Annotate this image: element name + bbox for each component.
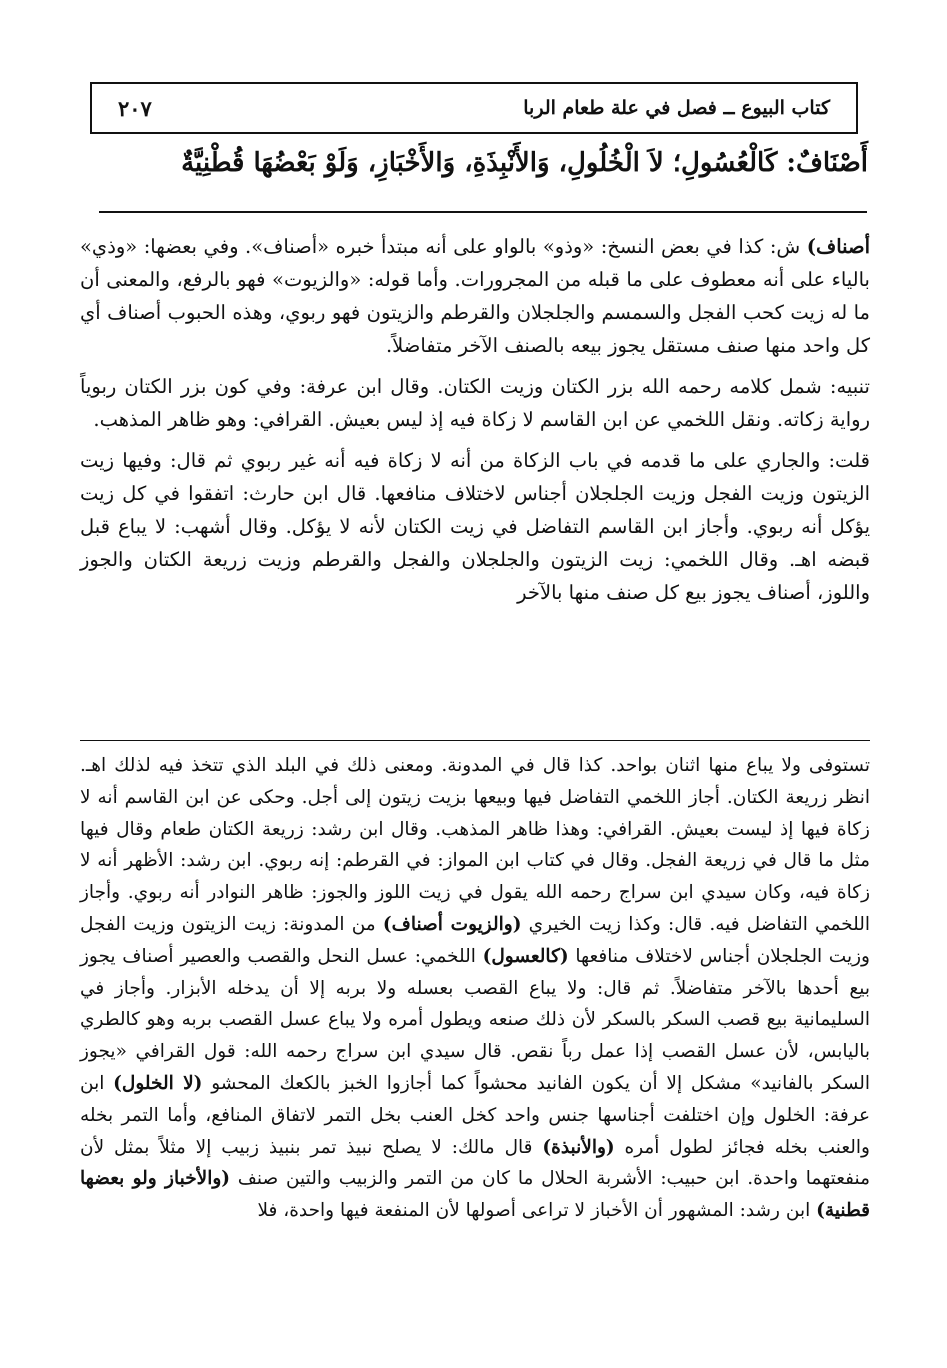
commentary: [80, 230, 870, 617]
footnote-text: اللخمي: عسل النحل والقصب والعصير أصناف يجوز بيع أحدها بالآخر متفاضلاً. ثم قال: ولا يباع القصب بعسله ولا بربه إلا أن يدخله الأبزار. وأجاز في السليمانية بيع قصب السكر بالسكر لأن ذلك صنعه ويطول أمره ولا يباع عسل القصب بربه وهو كالطري باليابس، لأن عسل القصب إذا عمل رباً نقص. قال سيدي ابن سراج رحمه الله: قول القرافي «يجوز السكر بالفانيد» مشكل إلا أن يكون الفانيد محشواً كما أجازوا الخبز بالكعك المحشو: [80, 945, 870, 1094]
footnote-lemma: (لا الخلول): [113, 1072, 203, 1094]
separator-rule: [99, 211, 867, 213]
footnote-text: تستوفى ولا يباع منها اثنان بواحد. كذا قال في المدونة. ومعنى ذلك في البلد الذي تتخذ فيه لذلك اهـ. انظر زريعة الكتان. أجاز اللخمي التفاضل فيها وبيعها بزيت زيتون إلى أجل. وحكى عن ابن القاسم أنه لا زكاة فيها إذ ليست بعيش. القرافي: وهذا ظاهر المذهب. وقال ابن رشد: زريعة الكتان طعام وقال فيها مثل ما قال في زريعة الفجل. وقال في كتاب ابن المواز: في القرطم: إنه ربوي. ابن رشد: الأظهر أنه لا زكاة فيه، وكان سيدي ابن سراج رحمه الله يقول في زيت اللوز والجوز: ظاهر النوادر أنه ربوي. وأجاز اللخمي التفاضل فيه. قال: وكذا زيت الخيري: [80, 755, 870, 935]
commentary-paragraph: تنبيه: شمل كلامه رحمه الله بزر الكتان وزيت الكتان. وقال ابن عرفة: وفي كون بزر الكتان ربوياً رواية زكاته. ونقل اللخمي عن ابن القاسم لا زكاة فيه إذ ليس بعيش. القرافي: وهو ظاهر المذهب.: [80, 375, 870, 431]
matn-text: [78, 140, 868, 186]
commentary-lemma: أصناف): [806, 235, 870, 258]
footnote-text: من المدونة: زيت الزيتون وزيت الفجل وزيت الجلجلان أجناس لاختلاف منافعها: [80, 913, 870, 967]
running-title: كتاب البيوع ــ فصل في علة طعام الربا: [523, 97, 830, 119]
footnote: [80, 750, 870, 1227]
footnote-lemma: (والأنبذة): [542, 1136, 615, 1158]
footnote-text: ابن عرفة: الخلول وإن اختلفت أجناسها جنس واحد كخل العنب بخل التمر لاتفاق المنافع، وأما التمر بخله والعنب بخله فجائز لطول أمره: [80, 1072, 870, 1158]
commentary-paragraph: [80, 230, 870, 362]
page-header: [90, 82, 858, 134]
footnote-lemma: (والزيوت أصناف): [382, 913, 522, 935]
footnote-paragraph: [80, 750, 870, 1227]
footnote-lemma: (والأخباز ولو بعضها قطنية): [80, 1168, 870, 1222]
matn-line: أَصْنَافٌ: كَالْعُسُولِ؛ لاَ الْخُلُولِ، وَالأَنْبِذَةِ، وَالأَخْبَازِ، وَلَوْ بَعْضُهَا قُطْنِيَّةٌ: [181, 148, 868, 178]
footnote-text: ابن رشد: المشهور أن الأخباز لا تراعى أصولها لأن المنفعة فيها واحدة، فلا: [257, 1200, 817, 1222]
footnote-lemma: (كالعسول): [482, 945, 569, 967]
footnote-text: قال مالك: لا يصلح نبيذ تمر بنبيذ زبيب إلا مثلاً بمثل لأن منفعتهما واحدة. ابن حبيب: الأشربة الحلال ما كان من التمر والزبيب والتين صنف: [80, 1136, 870, 1190]
commentary-text: ش: كذا في بعض النسخ: «وذو» بالواو على أنه مبتدأ خبره «أصناف». وفي بعضها: «وذي» بالياء على أنه معطوف على ما قبله من المجرورات. وأما قوله: «والزيوت» فهو بالرفع، والمعنى أن ما له زيت كحب الفجل والسمسم والجلجلان والقرطم والزيتون فهو ربوي، وهذه الحبوب أصناف أي كل واحد منها صنف مستقل يجوز بيعه بالصنف الآخر متفاضلاً.: [80, 235, 870, 357]
page-number: ٢٠٧: [118, 95, 152, 121]
commentary-paragraph: قلت: والجاري على ما قدمه في باب الزكاة من أنه لا زكاة فيه أنه غير ربوي ثم قال: وفيها زيت الزيتون وزيت الفجل وزيت الجلجلان أجناس لاختلاف منافعها. قال ابن حارث: اتفقوا في كل زيت يؤكل أنه ربوي. وأجاز ابن القاسم التفاضل في زيت الكتان لأنه لا يؤكل. وقال أشهب: لا يباع قبل قبضه اهـ. وقال اللخمي: زيت الزيتون والجلجلان والفجل والقرطم وزيت زريعة الكتان والجوز واللوز، أصناف يجوز بيع كل صنف منها بالآخر: [80, 449, 870, 604]
footnote-separator: [80, 740, 870, 741]
